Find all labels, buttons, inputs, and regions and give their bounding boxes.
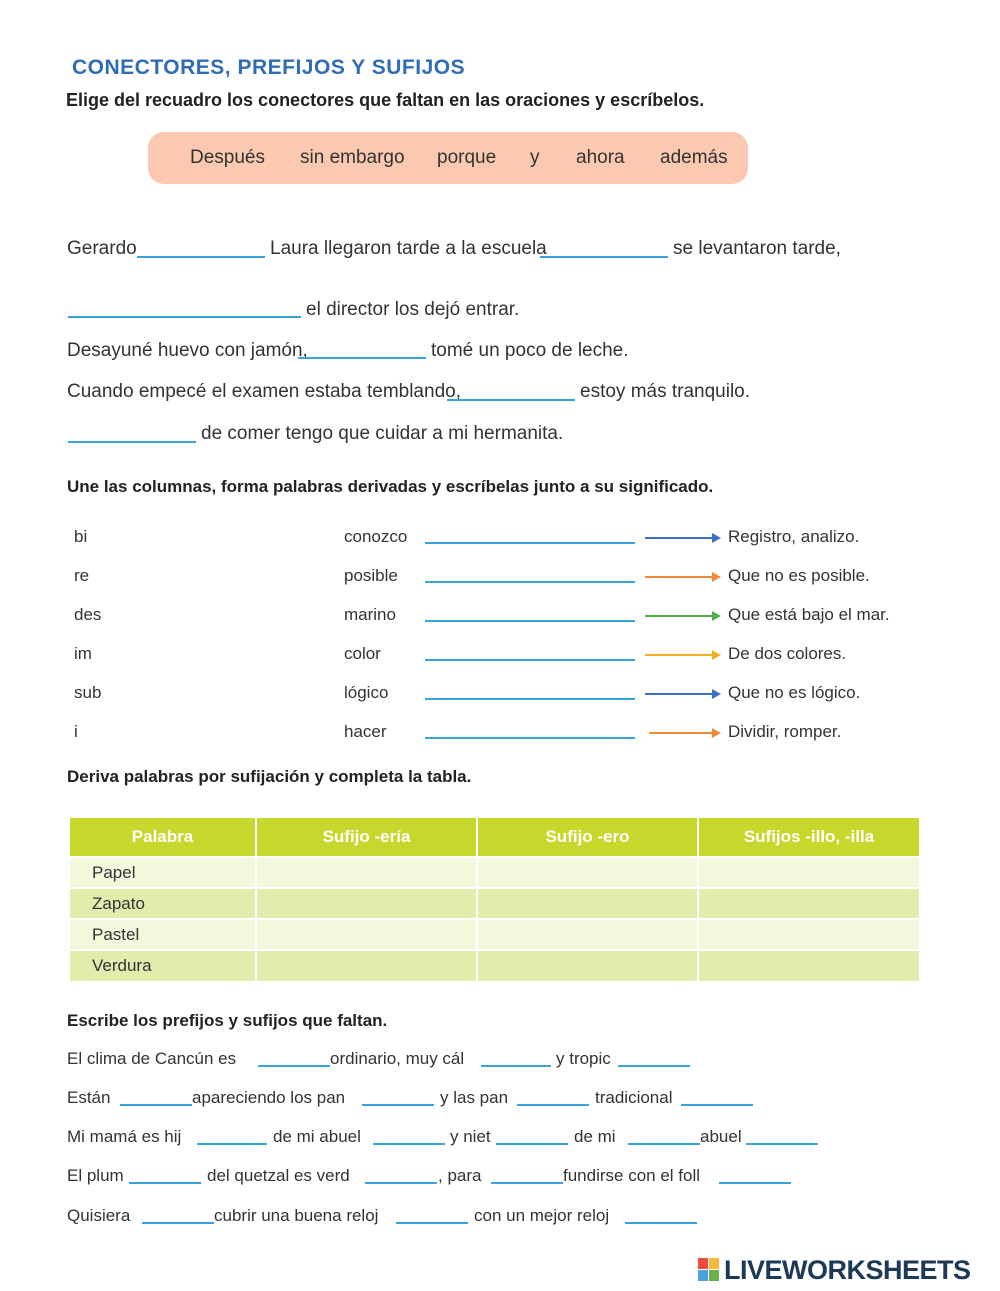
- meaning-item: Registro, analizo.: [728, 527, 860, 546]
- line3-text-e: abuel: [700, 1127, 742, 1146]
- derived-word-blank[interactable]: [425, 737, 635, 739]
- derived-word-blank[interactable]: [425, 620, 635, 622]
- line4-text-c: , para: [438, 1166, 482, 1185]
- answer-cell[interactable]: [698, 857, 919, 888]
- blank-l4-4[interactable]: [719, 1182, 791, 1184]
- line5-text-b: cubrir una buena reloj: [214, 1206, 379, 1225]
- line3-text-c: y niet: [450, 1127, 491, 1146]
- word-cell: Pastel: [70, 919, 256, 950]
- section4-instruction: Escribe los prefijos y sufijos que faltan.: [67, 1011, 388, 1030]
- word-sin-embargo: sin embargo: [300, 147, 405, 168]
- blank-1[interactable]: [137, 256, 265, 258]
- word-y: y: [530, 147, 540, 168]
- root-item: hacer: [344, 722, 387, 741]
- meaning-item: Dividir, romper.: [728, 722, 842, 741]
- prefix-item: i: [74, 722, 78, 741]
- logo-text: LIVEWORKSHEETS: [724, 1255, 971, 1285]
- root-item: marino: [344, 605, 396, 624]
- header-sufijo-ero: Sufijo -ero: [477, 818, 698, 857]
- line1-text-c: y tropic: [556, 1049, 611, 1068]
- blank-l4-2[interactable]: [365, 1182, 437, 1184]
- blank-l1-2[interactable]: [481, 1065, 551, 1067]
- section1-instruction: Elige del recuadro los conectores que faltan en las oraciones y escríbelos.: [66, 90, 705, 110]
- answer-cell[interactable]: [477, 857, 698, 888]
- root-item: lógico: [344, 683, 389, 702]
- section3-instruction: Deriva palabras por sufijación y completa la tabla.: [67, 767, 472, 786]
- prefix-item: re: [74, 566, 90, 585]
- line1-text-b: ordinario, muy cál: [330, 1049, 465, 1068]
- blank-l3-5[interactable]: [746, 1143, 818, 1145]
- answer-cell[interactable]: [256, 888, 477, 919]
- blank-6[interactable]: [68, 441, 196, 443]
- arrow-icon: [645, 537, 719, 539]
- arrow-icon: [649, 732, 719, 734]
- root-item: posible: [344, 566, 398, 585]
- blank-l2-3[interactable]: [517, 1104, 589, 1106]
- word-despues: Después: [190, 147, 265, 168]
- table-row: [70, 888, 919, 919]
- blank-l3-3[interactable]: [496, 1143, 568, 1145]
- blank-l2-4[interactable]: [681, 1104, 753, 1106]
- answer-cell[interactable]: [698, 888, 919, 919]
- derived-word-blank[interactable]: [425, 698, 635, 700]
- line4-text-b: del quetzal es verd: [207, 1166, 350, 1185]
- blank-l3-2[interactable]: [373, 1143, 445, 1145]
- word-ademas: además: [660, 147, 728, 168]
- prefix-item: bi: [74, 527, 88, 546]
- answer-cell[interactable]: [256, 950, 477, 981]
- prefix-item: des: [74, 605, 102, 624]
- blank-l2-1[interactable]: [120, 1104, 192, 1106]
- blank-l5-1[interactable]: [142, 1222, 214, 1224]
- word-porque: porque: [437, 147, 497, 168]
- blank-l1-3[interactable]: [618, 1065, 690, 1067]
- line4-text-a: El plum: [67, 1166, 124, 1185]
- sentence2: el director los dejó entrar.: [306, 299, 520, 320]
- sentence1-part-b: Laura llegaron tarde a la escuela: [270, 238, 547, 259]
- root-item: color: [344, 644, 381, 663]
- answer-cell[interactable]: [477, 888, 698, 919]
- word-cell: Verdura: [70, 950, 256, 981]
- answer-cell[interactable]: [477, 950, 698, 981]
- table-header-row: [70, 818, 919, 857]
- derived-word-blank[interactable]: [425, 542, 635, 544]
- root-item: conozco: [344, 527, 408, 546]
- answer-cell[interactable]: [256, 919, 477, 950]
- arrow-icon: [645, 615, 719, 617]
- meaning-item: Que no es lógico.: [728, 683, 861, 702]
- derived-word-blank[interactable]: [425, 659, 635, 661]
- line2-text-c: y las pan: [440, 1088, 509, 1107]
- blank-l3-4[interactable]: [628, 1143, 700, 1145]
- suffix-table: [70, 818, 919, 981]
- blank-4[interactable]: [298, 357, 426, 359]
- sentence1-part-a: Gerardo: [67, 238, 137, 259]
- line5-text-a: Quisiera: [67, 1206, 131, 1225]
- blank-l2-2[interactable]: [362, 1104, 434, 1106]
- line1-text-a: El clima de Cancún es: [67, 1049, 237, 1068]
- blank-5[interactable]: [447, 399, 575, 401]
- table-row: [70, 919, 919, 950]
- table-row: [70, 857, 919, 888]
- word-box: [148, 132, 748, 184]
- meaning-item: Que no es posible.: [728, 566, 870, 585]
- answer-cell[interactable]: [698, 919, 919, 950]
- word-cell: Papel: [70, 857, 256, 888]
- header-sufijos-illo-illa: Sufijos -illo, -illa: [698, 818, 919, 857]
- line2-text-a: Están: [67, 1088, 111, 1107]
- answer-cell[interactable]: [698, 950, 919, 981]
- line2-text-b: apareciendo los pan: [192, 1088, 346, 1107]
- sentence3-part-b: tomé un poco de leche.: [431, 340, 629, 361]
- blank-l1-1[interactable]: [258, 1065, 330, 1067]
- arrow-icon: [645, 693, 719, 695]
- sentence1-part-c: se levantaron tarde,: [673, 238, 841, 259]
- blank-l4-1[interactable]: [129, 1182, 201, 1184]
- sentence4-part-a: Cuando empecé el examen estaba temblando,: [67, 381, 461, 402]
- meaning-item: De dos colores.: [728, 644, 847, 663]
- section2-instruction: Une las columnas, forma palabras derivadas y escríbelas junto a su significado.: [67, 477, 714, 496]
- blank-l3-1[interactable]: [197, 1143, 267, 1145]
- blank-2[interactable]: [540, 256, 668, 258]
- meaning-item: Que está bajo el mar.: [728, 605, 890, 624]
- line4-text-d: fundirse con el foll: [563, 1166, 701, 1185]
- line2-text-d: tradicional: [595, 1088, 673, 1107]
- blank-l5-3[interactable]: [625, 1222, 697, 1224]
- line3-text-a: Mi mamá es hij: [67, 1127, 182, 1146]
- prefix-item: sub: [74, 683, 102, 702]
- answer-cell[interactable]: [256, 857, 477, 888]
- derived-word-blank[interactable]: [425, 581, 635, 583]
- page-title: CONECTORES, PREFIJOS Y SUFIJOS: [72, 56, 466, 79]
- header-palabra: Palabra: [70, 818, 256, 857]
- answer-cell[interactable]: [477, 919, 698, 950]
- line5-text-c: con un mejor reloj: [474, 1206, 610, 1225]
- header-sufijo-eria: Sufijo -ería: [256, 818, 477, 857]
- prefix-item: im: [74, 644, 92, 663]
- word-ahora: ahora: [576, 147, 625, 168]
- line3-text-b: de mi abuel: [273, 1127, 361, 1146]
- sentence3-part-a: Desayuné huevo con jamón,: [67, 340, 308, 361]
- sentence4-part-b: estoy más tranquilo.: [580, 381, 751, 402]
- table-row: [70, 950, 919, 981]
- blank-3[interactable]: [68, 316, 301, 318]
- line3-text-d: de mi: [574, 1127, 616, 1146]
- arrow-icon: [645, 654, 719, 656]
- blank-l5-2[interactable]: [396, 1222, 468, 1224]
- blank-l4-3[interactable]: [491, 1182, 563, 1184]
- word-cell: Zapato: [70, 888, 256, 919]
- logo-icon: [698, 1258, 720, 1282]
- sentence5: de comer tengo que cuidar a mi hermanita.: [201, 423, 564, 444]
- arrow-icon: [645, 576, 719, 578]
